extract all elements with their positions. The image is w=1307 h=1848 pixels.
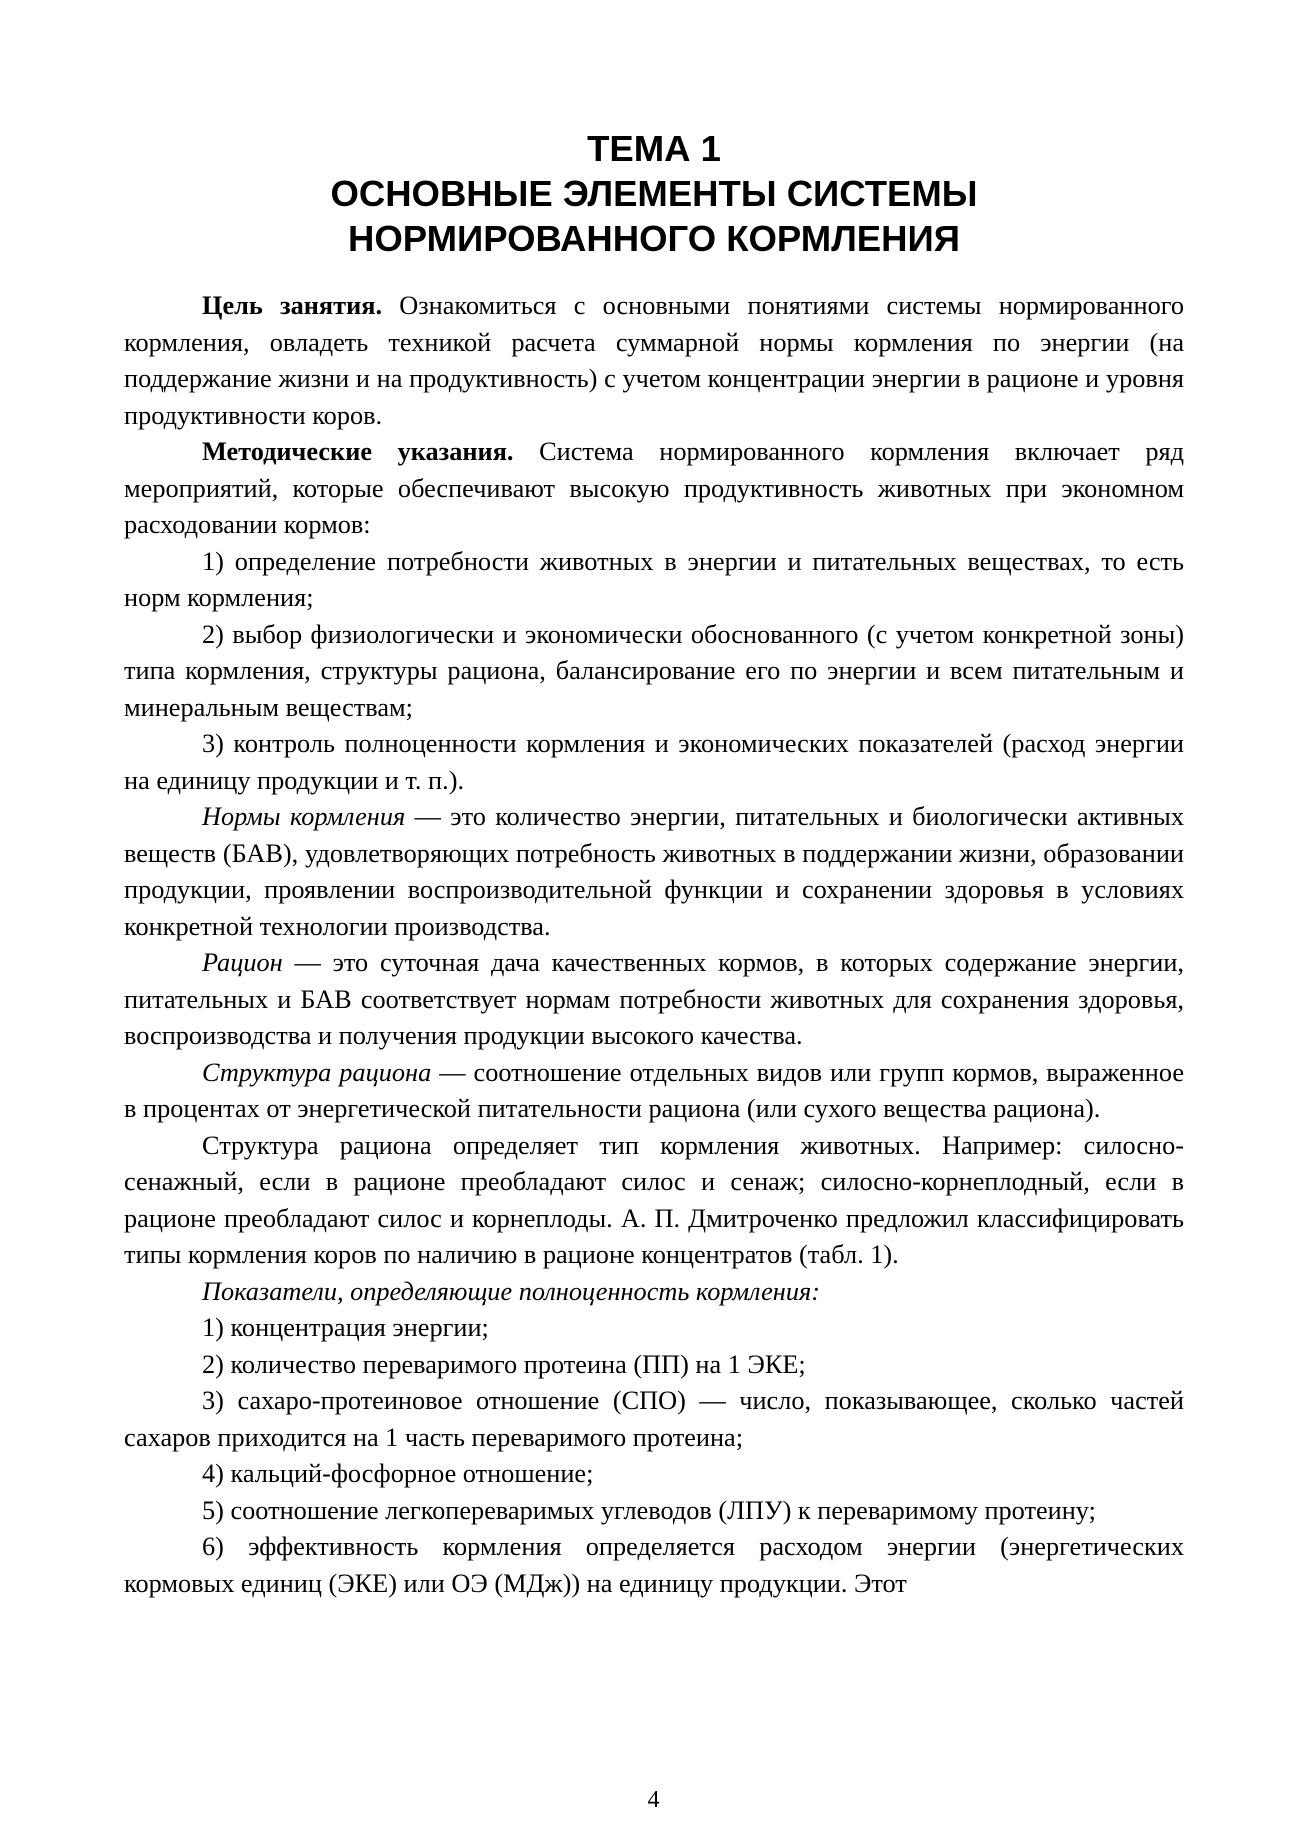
definition-structure-text: — соотношение отдельных видов или групп кормов, выраженное в процентах от энергетической питательности рациона (или сухого вещества рациона). [124, 1057, 1184, 1123]
method-lead: Методические указания. [202, 437, 514, 466]
definition-norms-term: Нормы кормления [202, 802, 406, 831]
goal-paragraph [124, 288, 1184, 434]
definition-norms [124, 799, 1184, 945]
definition-ration-term: Рацион [202, 948, 283, 977]
system-item-2: 2) выбор физиологически и экономически обоснованного (с учетом конкретной зоны) типа кормления, структуры рациона, балансирование его по энергии и всем питательным и минеральным веществам; [124, 619, 1184, 722]
indicator-item-6: 6) эффективность кормления определяется расходом энергии (энергетических кормовых единиц (ЭКЕ) или ОЭ (МДж)) на единицу продукции. Этот [124, 1532, 1184, 1598]
indicator-item-2: 2) количество переваримого протеина (ПП) на 1 ЭКЕ; [202, 1349, 806, 1379]
title-line-1: ТЕМА 1 [587, 128, 721, 169]
page-number: 4 [647, 1787, 660, 1813]
indicator-item-4: 4) кальций-фосфорное отношение; [202, 1459, 594, 1488]
indicators-heading [124, 1274, 1184, 1311]
definition-structure-term: Структура рациона [202, 1057, 432, 1087]
structure-paragraph: Структура рациона определяет тип кормления животных. Например: силосно-сенажный, если в рационе преобладают силос и сенаж; силосно-корнеплодный, если в рационе преобладают силос и корнеплоды. А. П. Дмитроченко предложил классифицировать типы кормления коров по наличию в рационе концентратов (табл. 1). [124, 1130, 1184, 1269]
definition-ration [124, 945, 1184, 1055]
indicator-item-5: 5) соотношение легкопереваримых углеводов (ЛПУ) к переваримому протеину; [202, 1495, 1096, 1525]
title-line-3: НОРМИРОВАННОГО КОРМЛЕНИЯ [348, 218, 960, 259]
goal-lead: Цель занятия. [202, 291, 383, 320]
method-text: Система нормированного кормления включает ряд мероприятий, которые обеспечивают высокую продуктивность животных при экономном расходовании кормов: [124, 437, 1184, 539]
indicator-item-3: 3) сахаро-протеиновое отношение (СПО) — число, показывающее, сколько частей сахаров приходится на 1 часть переваримого протеина; [124, 1386, 1184, 1452]
method-paragraph [124, 434, 1184, 544]
system-item-3: 3) контроль полноценности кормления и экономических показателей (расход энергии на единицу продукции и т. п.). [124, 729, 1184, 795]
indicators-heading-text: Показатели, определяющие полноценность кормления: [202, 1276, 820, 1306]
goal-text: Ознакомиться с основными понятиями системы нормированного кормления, овладеть техникой расчета суммарной нормы кормления по энергии (на поддержание жизни и на продуктивность) с учетом концентрации энергии в рационе и уровня продуктивности коров. [124, 291, 1184, 430]
indicator-item-1: 1) концентрация энергии; [202, 1313, 489, 1342]
chapter-title [124, 126, 1184, 261]
system-item-1: 1) определение потребности животных в энергии и питательных веществах, то есть норм кормления; [124, 546, 1184, 612]
definition-structure [124, 1055, 1184, 1128]
definition-ration-text: — это суточная дача качественных кормов, в которых содержание энергии, питательных и БАВ соответствует нормам потребности животных для сохранения здоровья, воспроизводства и получения продукции высокого качества. [124, 948, 1184, 1050]
definition-norms-text: — это количество энергии, питательных и биологически активных веществ (БАВ), удовлетворяющих потребность животных в поддержании жизни, образовании продукции, проявлении воспроизводительной функции и сохранении здоровья в условиях конкретной технологии производства. [124, 802, 1184, 941]
body-text [124, 288, 1184, 1602]
title-line-2: ОСНОВНЫЕ ЭЛЕМЕНТЫ СИСТЕМЫ [330, 173, 978, 214]
